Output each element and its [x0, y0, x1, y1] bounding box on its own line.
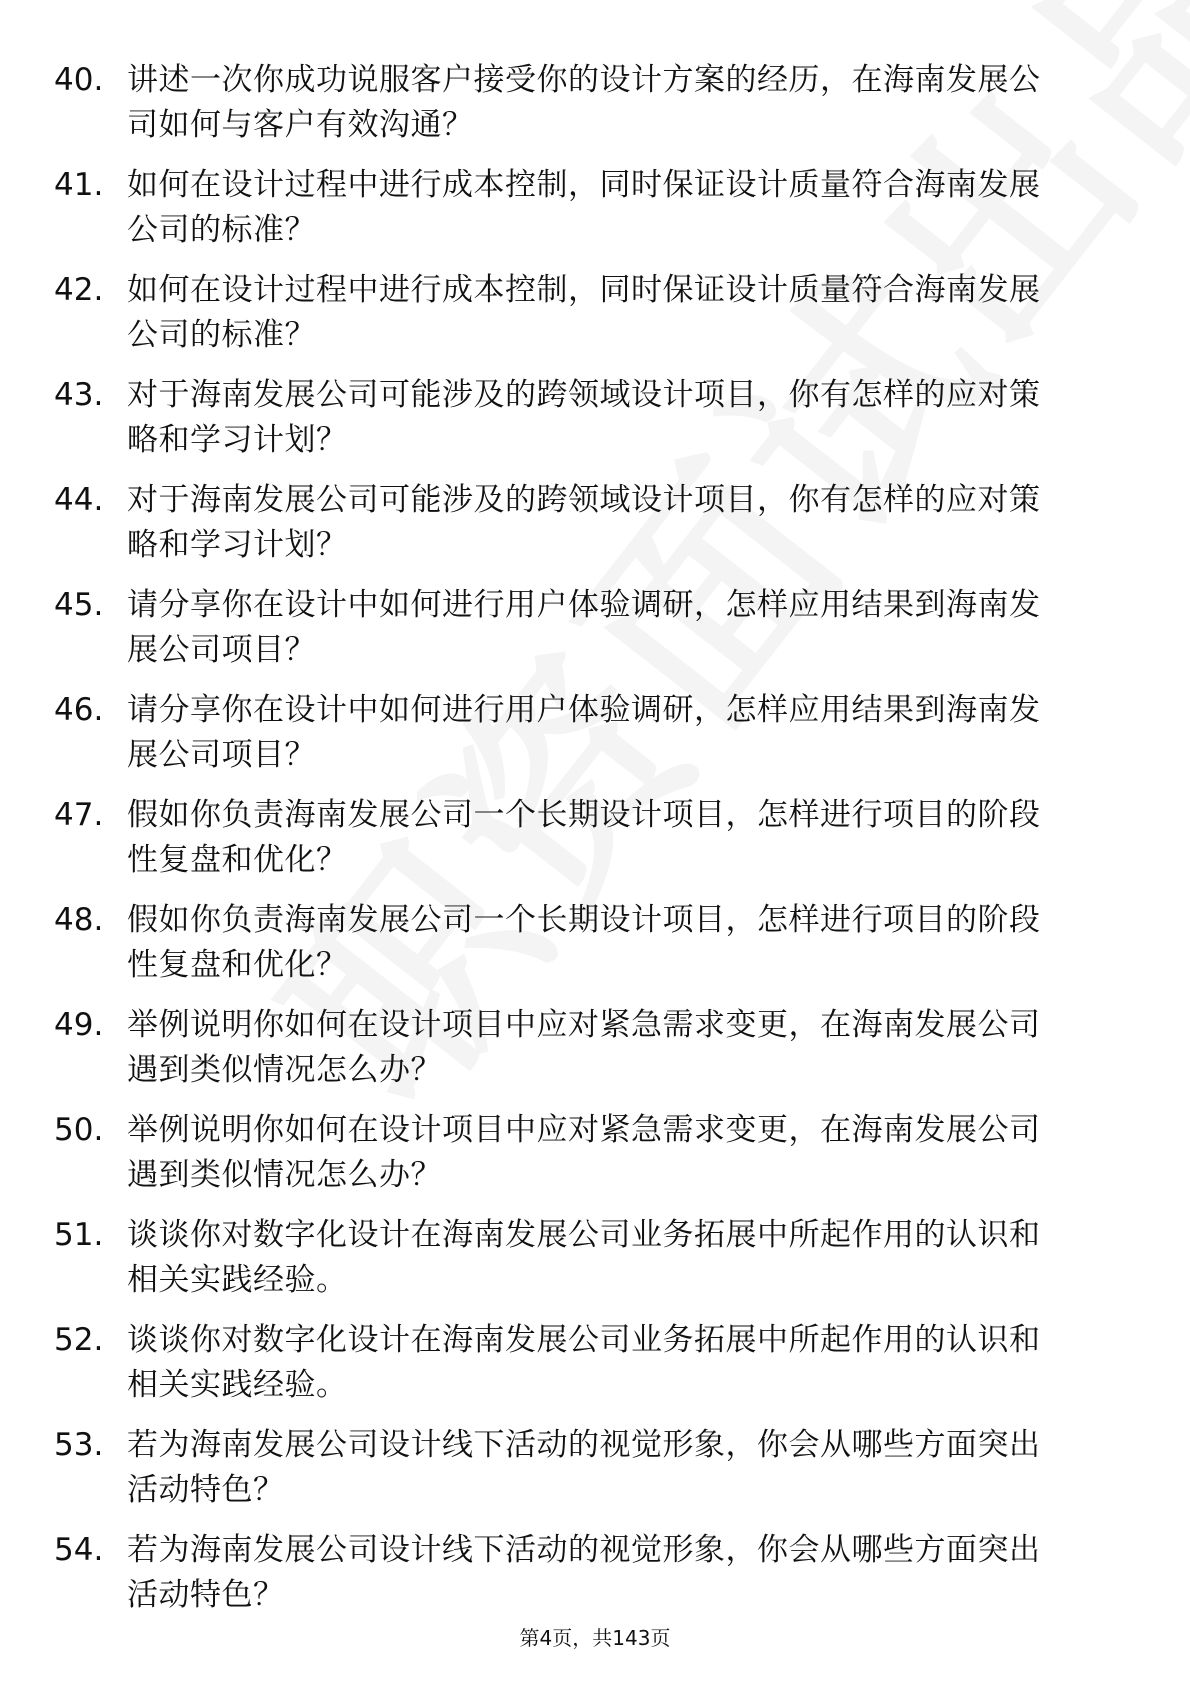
- question-text: 假如你负责海南发展公司一个长期设计项目，怎样进行项目的阶段性复盘和优化？: [127, 902, 1041, 983]
- question-item: [54, 583, 1134, 688]
- question-number: 45.: [54, 587, 104, 623]
- question-number: 48.: [54, 902, 104, 938]
- question-number: 43.: [54, 377, 104, 413]
- question-item: [54, 1003, 1134, 1108]
- question-text: 如何在设计过程中进行成本控制，同时保证设计质量符合海南发展公司的标准？: [127, 167, 1041, 248]
- question-item: [54, 268, 1134, 373]
- question-number: 51.: [54, 1217, 104, 1253]
- question-text: 谈谈你对数字化设计在海南发展公司业务拓展中所起作用的认识和相关实践经验。: [127, 1217, 1041, 1298]
- question-text: 举例说明你如何在设计项目中应对紧急需求变更，在海南发展公司遇到类似情况怎么办？: [127, 1112, 1041, 1193]
- question-number: 44.: [54, 482, 104, 518]
- question-number: 49.: [54, 1007, 104, 1043]
- question-text: 举例说明你如何在设计项目中应对紧急需求变更，在海南发展公司遇到类似情况怎么办？: [127, 1007, 1041, 1088]
- question-text: 对于海南发展公司可能涉及的跨领域设计项目，你有怎样的应对策略和学习计划？: [127, 377, 1041, 458]
- question-item: [54, 1213, 1134, 1318]
- question-item: [54, 1318, 1134, 1423]
- question-item: [54, 688, 1134, 793]
- question-text: 若为海南发展公司设计线下活动的视觉形象，你会从哪些方面突出活动特色？: [127, 1427, 1041, 1508]
- question-number: 54.: [54, 1532, 104, 1568]
- question-number: 53.: [54, 1427, 104, 1463]
- question-number: 42.: [54, 272, 104, 308]
- question-number: 50.: [54, 1112, 104, 1148]
- question-item: [54, 373, 1134, 478]
- question-text: 假如你负责海南发展公司一个长期设计项目，怎样进行项目的阶段性复盘和优化？: [127, 797, 1041, 878]
- question-number: 52.: [54, 1322, 104, 1358]
- question-list: [54, 58, 1134, 1633]
- question-text: 谈谈你对数字化设计在海南发展公司业务拓展中所起作用的认识和相关实践经验。: [127, 1322, 1041, 1403]
- question-item: [54, 1528, 1134, 1633]
- question-number: 47.: [54, 797, 104, 833]
- page-footer: 第4页，共143页: [519, 1626, 671, 1650]
- question-item: [54, 478, 1134, 583]
- question-text: 若为海南发展公司设计线下活动的视觉形象，你会从哪些方面突出活动特色？: [127, 1532, 1041, 1613]
- question-text: 请分享你在设计中如何进行用户体验调研，怎样应用结果到海南发展公司项目？: [127, 692, 1041, 773]
- question-item: [54, 163, 1134, 268]
- question-text: 讲述一次你成功说服客户接受你的设计方案的经历，在海南发展公司如何与客户有效沟通？: [127, 62, 1041, 143]
- question-item: [54, 1108, 1134, 1213]
- question-item: [54, 1423, 1134, 1528]
- question-number: 41.: [54, 167, 104, 203]
- question-text: 如何在设计过程中进行成本控制，同时保证设计质量符合海南发展公司的标准？: [127, 272, 1041, 353]
- question-number: 46.: [54, 692, 104, 728]
- question-text: 请分享你在设计中如何进行用户体验调研，怎样应用结果到海南发展公司项目？: [127, 587, 1041, 668]
- question-text: 对于海南发展公司可能涉及的跨领域设计项目，你有怎样的应对策略和学习计划？: [127, 482, 1041, 563]
- question-item: [54, 898, 1134, 1003]
- question-item: [54, 793, 1134, 898]
- question-number: 40.: [54, 62, 104, 98]
- question-item: [54, 58, 1134, 163]
